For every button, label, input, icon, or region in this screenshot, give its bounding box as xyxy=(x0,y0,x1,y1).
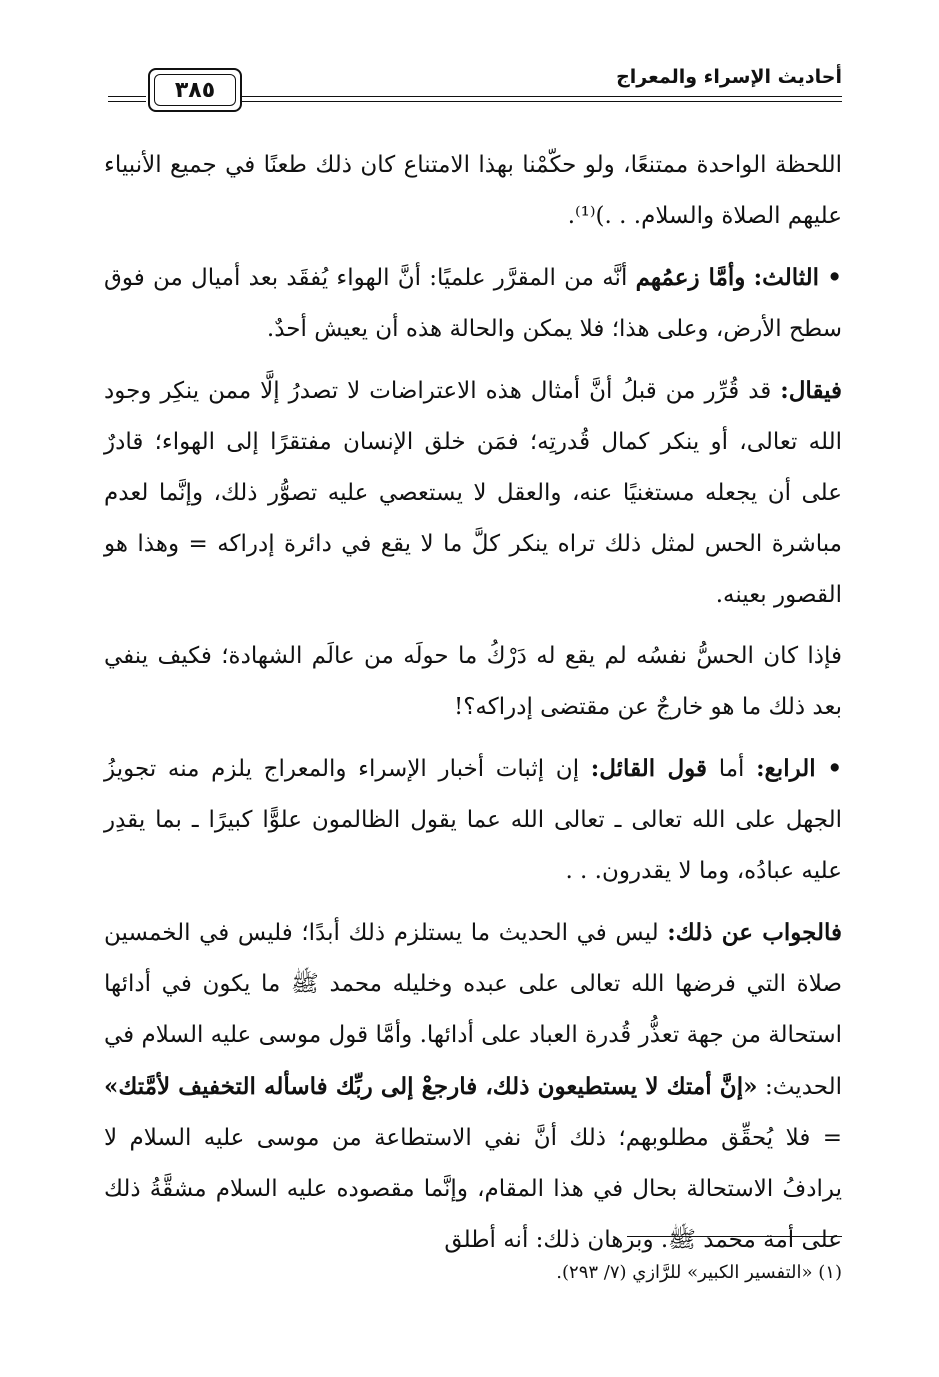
section-lead: فيقال: xyxy=(780,377,843,404)
paragraph xyxy=(104,252,842,355)
paragraph-text: إن إثبات أخبار الإسراء والمعراج يلزم منه تجويزُ الجهل على الله تعالى ـ تعالى الله عما يقول الظالمون علوًّا كبيرًا ـ بما يقدِر عليه عبادُه، وما لا يقدرون. . . xyxy=(104,756,842,884)
paragraph xyxy=(104,743,842,897)
header-rule xyxy=(242,96,842,97)
paragraph-text: فإذا كان الحسُّ نفسُه لم يقع له دَرْكُ ما حولَه من عالَم الشهادة؛ فكيف ينفي بعد ذلك ما هو خارجٌ عن مقتضى إدراكه؟! xyxy=(104,643,842,720)
paragraph xyxy=(104,365,842,621)
footnote-rule xyxy=(627,1236,842,1237)
paragraph xyxy=(104,907,842,1266)
running-title: أحاديث الإسراء والمعراج xyxy=(616,66,842,88)
page-number-frame xyxy=(148,68,242,112)
header-rule xyxy=(108,96,146,97)
bullet: • xyxy=(827,755,843,782)
header-rule xyxy=(108,101,146,102)
header-rule xyxy=(242,101,842,102)
section-lead: فالجواب عن ذلك: xyxy=(667,919,843,946)
paragraph-text: ليس في الحديث ما يستلزم ذلك أبدًا؛ فليس في الخمسين صلاة التي فرضها الله تعالى على عبده وخليله محمد ﷺ ما يكون في أدائها استحالة من جهة تعذُّر قُدرة العباد على أدائها. وأمَّا قول موسى عليه السلام في الحديث: xyxy=(104,920,843,1100)
page-number: ٣٨٥ xyxy=(154,74,236,106)
paragraph xyxy=(104,631,842,733)
paragraph-text: أنَّه من المقرَّر علميًا: أنَّ الهواء يُفقَد بعد أميال من فوق سطح الأرض، وعلى هذا؛ فلا يمكن والحالة هذه أن يعيش أحدٌ. xyxy=(104,265,842,342)
section-lead: الثالث: xyxy=(753,264,820,291)
page-header xyxy=(108,58,842,120)
section-lead: الرابع: xyxy=(756,755,816,782)
bold-phrase: قول القائل: xyxy=(590,755,708,782)
paragraph xyxy=(104,140,842,242)
hadith-quote: «إنَّ أمتك لا يستطيعون ذلك، فارجعْ إلى ربِّك فاسأله التخفيف لأمَّتك» xyxy=(104,1073,758,1100)
paragraph-text: اللحظة الواحدة ممتنعًا، ولو حكّمْنا بهذا الامتناع كان ذلك طعنًا في جميع الأنبياء عليهم الصلاة والسلام. . .)⁽¹⁾. xyxy=(104,152,842,229)
main-text xyxy=(104,140,842,1276)
paragraph-text: قد قُرِّر من قبلُ أنَّ أمثال هذه الاعتراضات لا تصدرُ إلَّا ممن ينكِر وجود الله تعالى، أو ينكر كمال قُدرتِه؛ فمَن خلق الإنسان مفتقرًا إلى الهواء؛ قادرٌ على أن يجعله مستغنيًا عنه، والعقل لا يستعصي عليه تصوُّر ذلك، وإنَّما لعدم مباشرة الحس لمثل ذلك تراه ينكر كلَّ ما لا يقع في دائرة إدراكه = وهذا هو القصور بعينه. xyxy=(104,378,842,608)
paragraph-text: أما xyxy=(718,756,745,782)
bold-phrase: وأمَّا زعمُهم xyxy=(635,264,746,291)
footnote: (١) «التفسير الكبير» للرَّازي (٧/ ٢٩٣). xyxy=(556,1262,842,1283)
bullet: • xyxy=(827,264,842,291)
paragraph-text: = فلا يُحقِّق مطلوبهم؛ ذلك أنَّ نفي الاستطاعة من موسى عليه السلام لا يرادفُ الاستحالة بحال في هذا المقام، وإنَّما مقصوده عليه السلام مشقَّةُ ذلك على أمة محمد ﷺ. وبرهان ذلك: أنه أطلق xyxy=(104,1125,842,1253)
